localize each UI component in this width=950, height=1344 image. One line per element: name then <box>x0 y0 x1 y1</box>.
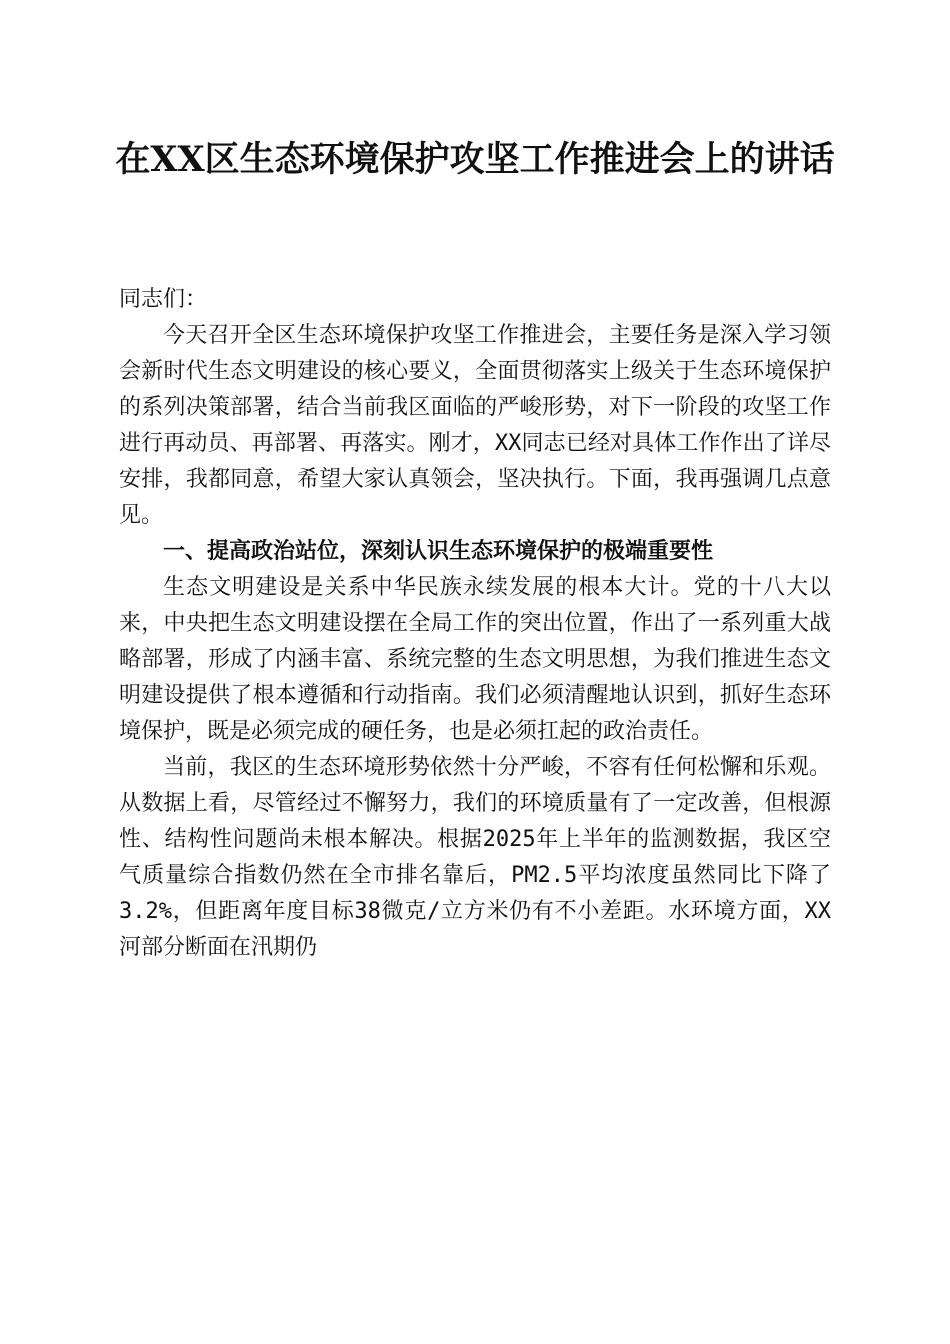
paragraph-section1-1: 生态文明建设是关系中华民族永续发展的根本大计。党的十八大以来，中央把生态文明建设摆在全局工作的突出位置，作出了一系列重大战略部署，形成了内涵丰富、系统完整的生态文明思想，为我们推进生态文明建设提供了根本遵循和行动指南。我们必须清醒地认识到，抓好生态环境保护，既是必须完成的硬任务，也是必须扛起的政治责任。 <box>119 575 831 744</box>
section-heading-1: 一、提高政治站位，深刻认识生态环境保护的极端重要性 <box>163 539 714 564</box>
paragraph-intro: 今天召开全区生态环境保护攻坚工作推进会，主要任务是深入学习领会新时代生态文明建设的核心要义，全面贯彻落实上级关于生态环境保护的系列决策部署，结合当前我区面临的严峻形势，对下一阶段的攻坚工作进行再动员、再部署、再落实。刚才，XX同志已经对具体工作作出了详尽安排，我都同意，希望大家认真领会，坚决执行。下面，我再强调几点意见。 <box>119 323 831 528</box>
document-title: 在XX区生态环境保护攻坚工作推进会上的讲话 <box>115 139 835 180</box>
paragraph-section1-2: 当前，我区的生态环境形势依然十分严峻，不容有任何松懈和乐观。从数据上看，尽管经过不懈努力，我们的环境质量有了一定改善，但根源性、结构性问题尚未根本解决。根据2025年上半年的监测数据，我区空气质量综合指数仍然在全市排名靠后，PM2.5平均浓度虽然同比下降了3.2%，但距离年度目标38微克/立方米仍有不小差距。水环境方面，XX河部分断面在汛期仍 <box>119 755 831 960</box>
salutation: 同志们： <box>119 287 208 312</box>
document-body <box>119 282 831 966</box>
